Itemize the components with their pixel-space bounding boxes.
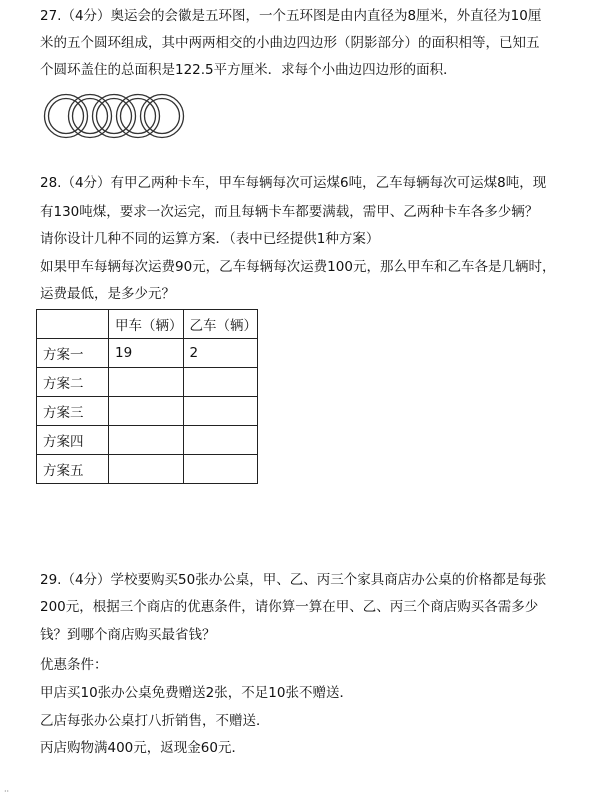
olympic-rings-figure [40, 92, 190, 140]
q28-line-2: 有130吨煤，要求一次运完，而且每辆卡车都要满载，需甲、乙两种卡车各多少辆？ [40, 204, 539, 220]
q29-line-2: 200元，根据三个商店的优惠条件，请你算一算在甲、乙、丙三个商店购买各需多少 [40, 599, 539, 615]
table-row [37, 455, 258, 484]
table-row [37, 397, 258, 426]
plan-name-cell: 方案三 [37, 397, 109, 426]
q27-line-2: 米的五个圆环组成，其中两两相交的小曲边四边形（阴影部分）的面积相等，已知五 [40, 35, 540, 51]
table-row [37, 426, 258, 455]
table-row [37, 368, 258, 397]
q29-line-6: 乙店每张办公桌打八折销售，不赠送． [40, 713, 270, 729]
q27-line-3: 个圆环盖住的总面积是122.5平方厘米．求每个小曲边四边形的面积． [40, 62, 457, 78]
table-header-row [37, 310, 258, 339]
q29-line-7: 丙店购物满400元，返现金60元． [40, 740, 245, 756]
truck-a-count-cell[interactable] [109, 455, 184, 484]
ring-5 [141, 95, 184, 138]
truck-b-count-cell[interactable]: 2 [183, 339, 258, 368]
truck-plan-table [36, 309, 258, 484]
table-header-cell: 甲车（辆） [109, 310, 184, 339]
truck-a-count-cell[interactable] [109, 368, 184, 397]
table-row [37, 339, 258, 368]
table-header-cell: 乙车（辆） [183, 310, 258, 339]
plan-name-cell: 方案四 [37, 426, 109, 455]
q28-line-3: 请你设计几种不同的运算方案．（表中已经提供1种方案） [40, 231, 380, 247]
truck-a-count-cell[interactable] [109, 397, 184, 426]
q28-line-1: 28.（4分）有甲乙两种卡车，甲车每辆每次可运煤6吨，乙车每辆每次可运煤8吨，现 [40, 175, 547, 191]
truck-b-count-cell[interactable] [183, 368, 258, 397]
q29-line-5: 甲店买10张办公桌免费赠送2张，不足10张不赠送． [40, 685, 353, 701]
q29-line-1: 29.（4分）学校要购买50张办公桌，甲、乙、丙三个家具商店办公桌的价格都是每张 [40, 572, 547, 588]
truck-a-count-cell[interactable]: 19 [109, 339, 184, 368]
q28-line-5: 运费最低，是多少元？ [40, 286, 175, 302]
q29-line-3: 钱？到哪个商店购买最省钱？ [40, 627, 216, 643]
truck-a-count-cell[interactable] [109, 426, 184, 455]
q27-line-1: 27.（4分）奥运会的会徽是五环图，一个五环图是由内直径为8厘米，外直径为10厘 [40, 8, 542, 24]
q29-line-4: 优惠条件： [40, 657, 108, 673]
plan-name-cell: 方案二 [37, 368, 109, 397]
truck-b-count-cell[interactable] [183, 455, 258, 484]
plan-name-cell: 方案五 [37, 455, 109, 484]
plan-name-cell: 方案一 [37, 339, 109, 368]
table-header-cell [37, 310, 109, 339]
truck-b-count-cell[interactable] [183, 426, 258, 455]
q28-line-4: 如果甲车每辆每次运费90元，乙车每辆每次运费100元，那么甲车和乙车各是几辆时， [40, 259, 556, 275]
truck-b-count-cell[interactable] [183, 397, 258, 426]
corner-mark: ·· [4, 787, 10, 796]
